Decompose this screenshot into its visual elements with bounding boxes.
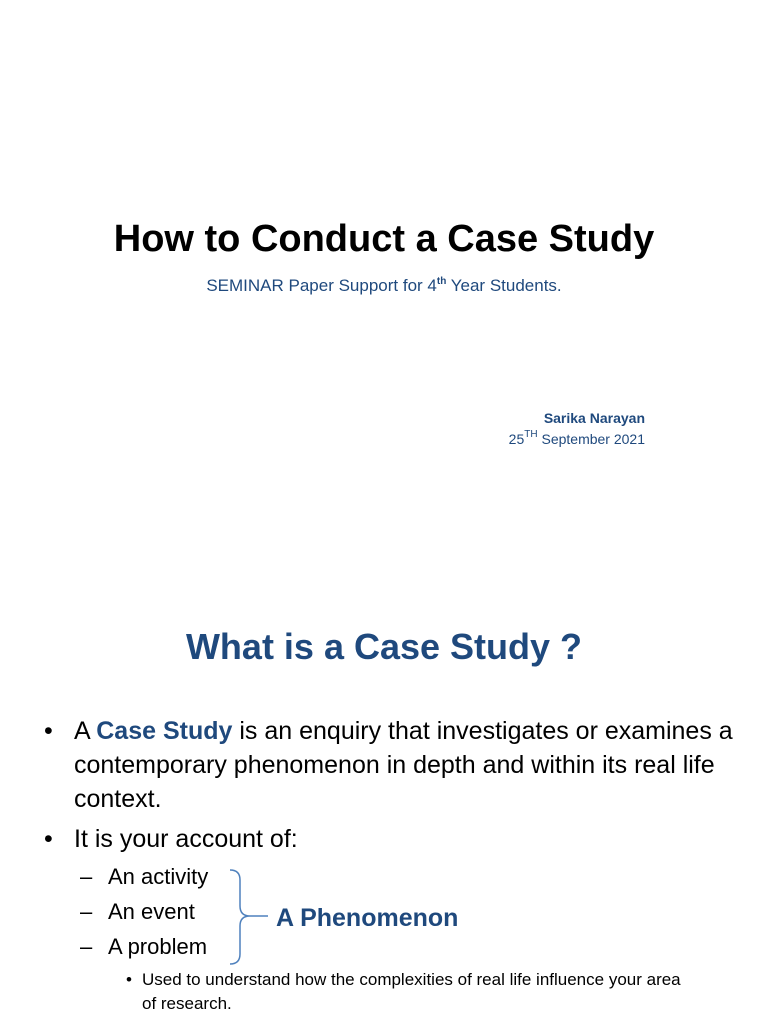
sub-item-event: – An event [80, 897, 195, 927]
bullet-icon: • [44, 717, 53, 745]
slide-subtitle: SEMINAR Paper Support for 4th Year Students. [206, 276, 562, 295]
bullet-icon: • [44, 825, 53, 853]
bullet-account: • It is your account of: [44, 822, 734, 856]
content-slide [0, 576, 768, 1024]
case-study-term: Case Study [96, 717, 233, 745]
right-brace-icon [228, 868, 268, 968]
slide-heading: What is a Case Study ? [185, 626, 583, 667]
presentation-date: 25TH September 2021 [508, 429, 645, 447]
sub-item-activity: – An activity [80, 862, 208, 892]
dash-icon: – [80, 899, 93, 924]
dash-icon: – [80, 864, 93, 889]
dash-icon: – [80, 934, 93, 959]
sub-item-problem: – A problem [80, 932, 207, 962]
bullet-definition: • A Case Study is an enquiry that investigates or examines a contemporary phenomenon in depth and within its real life context. [44, 714, 734, 816]
sub-sub-bullet: • Used to understand how the complexities of real life influence your area of research. [126, 970, 681, 1013]
bullet-icon: • [126, 970, 132, 989]
phenomenon-label: A Phenomenon [276, 904, 459, 932]
slide-title: How to Conduct a Case Study [113, 218, 655, 260]
author-name: Sarika Narayan [543, 410, 645, 426]
